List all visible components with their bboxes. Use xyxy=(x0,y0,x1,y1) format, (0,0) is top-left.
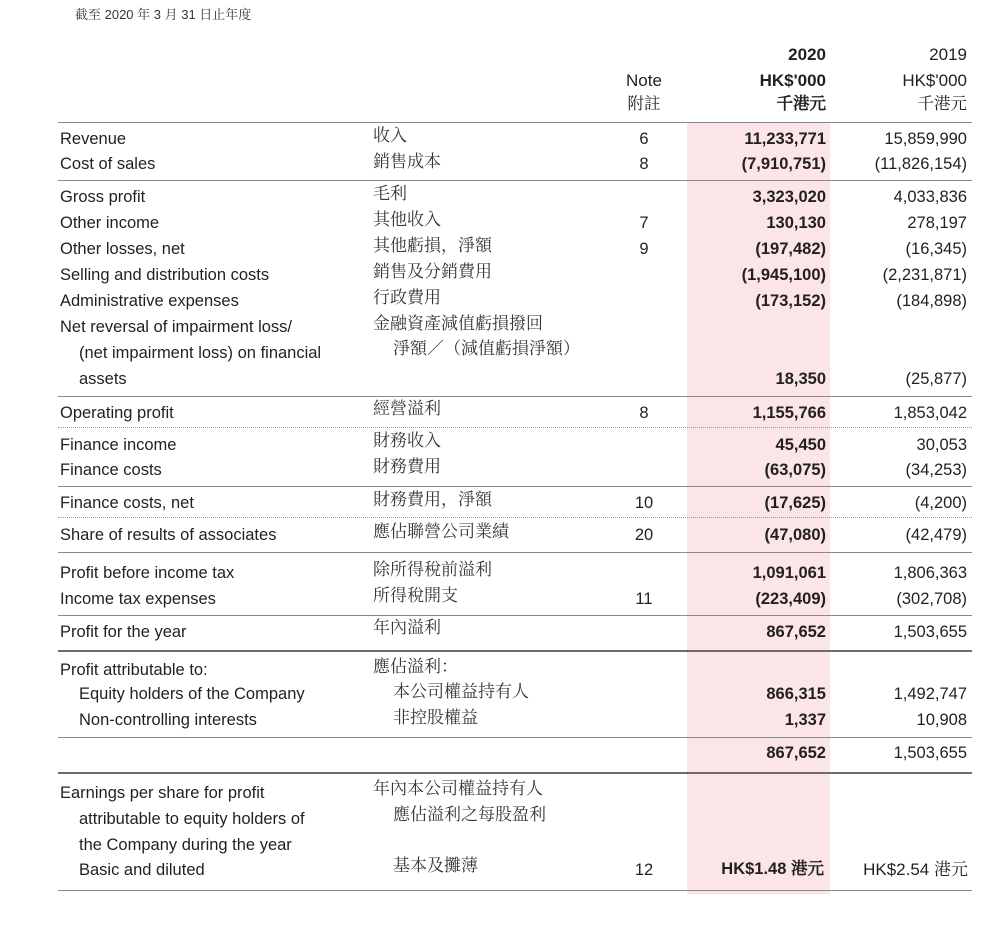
income-tax-note: 11 xyxy=(635,590,653,608)
other-losses-label-zh: 其他虧損，淨額 xyxy=(373,236,492,256)
subtotal-rule xyxy=(58,396,972,397)
bottom-rule xyxy=(58,890,972,891)
impairment-label-line2: (net impairment loss) on financial xyxy=(79,344,322,362)
profit-year-current: 867,652 xyxy=(766,623,826,641)
eps-current: HK$1.48 港元 xyxy=(721,860,824,878)
other-income-label-zh: 其他收入 xyxy=(373,210,441,230)
eps-label-line1: Earnings per share for profit xyxy=(60,784,265,802)
other-losses-prior: (16,345) xyxy=(905,240,967,258)
impairment-label-zh-line1: 金融資產減值虧損撥回 xyxy=(373,314,543,334)
other-income-label: Other income xyxy=(60,214,160,232)
other-losses-label: Other losses, net xyxy=(60,240,185,258)
admin-expenses-label-zh: 行政費用 xyxy=(373,288,441,308)
eps-label-line4: Basic and diluted xyxy=(79,861,205,879)
subtotal-rule xyxy=(58,180,972,181)
finance-income-prior: 30,053 xyxy=(916,436,967,454)
prior-year-header: 2019 xyxy=(929,45,967,64)
revenue-current: 11,233,771 xyxy=(744,130,826,148)
nci-current: 1,337 xyxy=(784,711,826,729)
gross-profit-prior: 4,033,836 xyxy=(893,188,967,206)
profit-year-label-zh: 年內溢利 xyxy=(373,618,441,638)
attributable-label: Profit attributable to: xyxy=(60,661,208,679)
finance-costs-net-label: Finance costs, net xyxy=(60,494,194,512)
current-currency-header: HK$'000 xyxy=(759,71,826,90)
total-rule xyxy=(58,772,972,774)
revenue-note: 6 xyxy=(639,130,649,148)
equity-holders-current: 866,315 xyxy=(766,685,826,703)
dotted-rule xyxy=(58,427,972,428)
eps-label-line2: attributable to equity holders of xyxy=(79,810,305,828)
other-income-prior: 278,197 xyxy=(907,214,967,232)
finance-costs-net-note: 10 xyxy=(634,494,654,512)
nci-label-zh: 非控股權益 xyxy=(393,708,478,728)
finance-costs-net-current: (17,625) xyxy=(764,494,826,512)
dotted-rule xyxy=(58,517,972,518)
finance-income-label: Finance income xyxy=(60,436,177,454)
current-year-header: 2020 xyxy=(788,45,826,64)
operating-profit-prior: 1,853,042 xyxy=(893,404,967,422)
revenue-label: Revenue xyxy=(60,130,127,148)
income-tax-label-zh: 所得稅開支 xyxy=(373,586,458,606)
profit-before-tax-label: Profit before income tax xyxy=(60,564,235,582)
admin-expenses-label: Administrative expenses xyxy=(60,292,239,310)
cost-of-sales-note: 8 xyxy=(639,155,649,173)
selling-costs-label-zh: 銷售及分銷費用 xyxy=(373,262,492,282)
subtotal-rule xyxy=(58,486,972,487)
equity-holders-prior: 1,492,747 xyxy=(893,685,967,703)
gross-profit-label: Gross profit xyxy=(60,188,146,206)
prior-unit-zh: 千港元 xyxy=(917,94,967,113)
gross-profit-label-zh: 毛利 xyxy=(373,184,407,204)
profit-year-prior: 1,503,655 xyxy=(893,623,967,641)
admin-expenses-prior: (184,898) xyxy=(896,292,967,310)
note-header-zh: 附註 xyxy=(627,94,661,113)
attributable-label-zh: 應佔溢利： xyxy=(373,657,458,677)
period-caption: 截至 2020 年 3 月 31 日止年度 xyxy=(75,7,252,22)
attributable-total-prior: 1,503,655 xyxy=(893,744,967,762)
finance-costs-net-label-zh: 財務費用，淨額 xyxy=(373,490,492,510)
finance-costs-label: Finance costs xyxy=(60,461,162,479)
eps-label-line3: the Company during the year xyxy=(79,836,292,854)
impairment-label-line1: Net reversal of impairment loss/ xyxy=(60,318,292,336)
revenue-prior: 15,859,990 xyxy=(884,130,967,148)
operating-profit-current: 1,155,766 xyxy=(752,404,826,422)
finance-costs-label-zh: 財務費用 xyxy=(373,457,441,477)
associates-note: 20 xyxy=(634,526,654,544)
profit-year-label: Profit for the year xyxy=(60,623,187,641)
nci-prior: 10,908 xyxy=(916,711,967,729)
impairment-label-line3: assets xyxy=(79,370,127,388)
impairment-prior: (25,877) xyxy=(905,370,967,388)
revenue-label-zh: 收入 xyxy=(373,126,407,146)
eps-label-zh-line1: 年內本公司權益持有人 xyxy=(373,779,543,799)
operating-profit-label: Operating profit xyxy=(60,404,174,422)
nci-label: Non-controlling interests xyxy=(79,711,257,729)
prior-currency-header: HK$'000 xyxy=(902,71,967,90)
selling-costs-label: Selling and distribution costs xyxy=(60,266,270,284)
finance-costs-prior: (34,253) xyxy=(905,461,967,479)
income-tax-current: (223,409) xyxy=(755,590,826,608)
equity-holders-label-zh: 本公司權益持有人 xyxy=(393,682,529,702)
eps-label-zh-line3: 基本及攤薄 xyxy=(393,856,478,876)
finance-costs-net-prior: (4,200) xyxy=(914,494,967,512)
impairment-label-zh-line2: 淨額／（減值虧損淨額） xyxy=(393,339,580,359)
equity-holders-label: Equity holders of the Company xyxy=(79,685,305,703)
header-rule xyxy=(58,122,972,123)
finance-income-current: 45,450 xyxy=(775,436,826,454)
other-losses-current: (197,482) xyxy=(755,240,826,258)
associates-current: (47,080) xyxy=(764,526,826,544)
other-income-note: 7 xyxy=(639,214,649,232)
other-income-current: 130,130 xyxy=(766,214,826,232)
associates-prior: (42,479) xyxy=(905,526,967,544)
selling-costs-prior: (2,231,871) xyxy=(882,266,967,284)
income-tax-prior: (302,708) xyxy=(896,590,967,608)
total-rule xyxy=(58,650,972,652)
cost-of-sales-current: (7,910,751) xyxy=(741,155,826,173)
finance-costs-current: (63,075) xyxy=(764,461,826,479)
note-header: Note xyxy=(626,71,662,90)
income-tax-label: Income tax expenses xyxy=(60,590,216,608)
attributable-total-current: 867,652 xyxy=(766,744,826,762)
cost-of-sales-prior: (11,826,154) xyxy=(874,155,967,173)
profit-before-tax-label-zh: 除所得稅前溢利 xyxy=(373,560,492,580)
current-unit-zh: 千港元 xyxy=(776,94,826,113)
impairment-current: 18,350 xyxy=(775,370,826,388)
operating-profit-label-zh: 經營溢利 xyxy=(373,399,441,419)
profit-before-tax-current: 1,091,061 xyxy=(752,564,826,582)
selling-costs-current: (1,945,100) xyxy=(741,266,826,284)
subtotal-rule xyxy=(58,737,972,738)
associates-label: Share of results of associates xyxy=(60,526,277,544)
cost-of-sales-label-zh: 銷售成本 xyxy=(373,152,441,172)
operating-profit-note: 8 xyxy=(639,404,649,422)
eps-prior: HK$2.54 港元 xyxy=(863,860,968,879)
associates-label-zh: 應佔聯營公司業績 xyxy=(373,522,509,542)
profit-before-tax-prior: 1,806,363 xyxy=(893,564,967,582)
eps-note: 12 xyxy=(634,861,654,879)
subtotal-rule xyxy=(58,552,972,553)
eps-label-zh-line2: 應佔溢利之每股盈利 xyxy=(393,805,546,825)
gross-profit-current: 3,323,020 xyxy=(752,188,826,206)
admin-expenses-current: (173,152) xyxy=(755,292,826,310)
subtotal-rule xyxy=(58,615,972,616)
cost-of-sales-label: Cost of sales xyxy=(60,155,156,173)
finance-income-label-zh: 財務收入 xyxy=(373,431,441,451)
other-losses-note: 9 xyxy=(639,240,649,258)
